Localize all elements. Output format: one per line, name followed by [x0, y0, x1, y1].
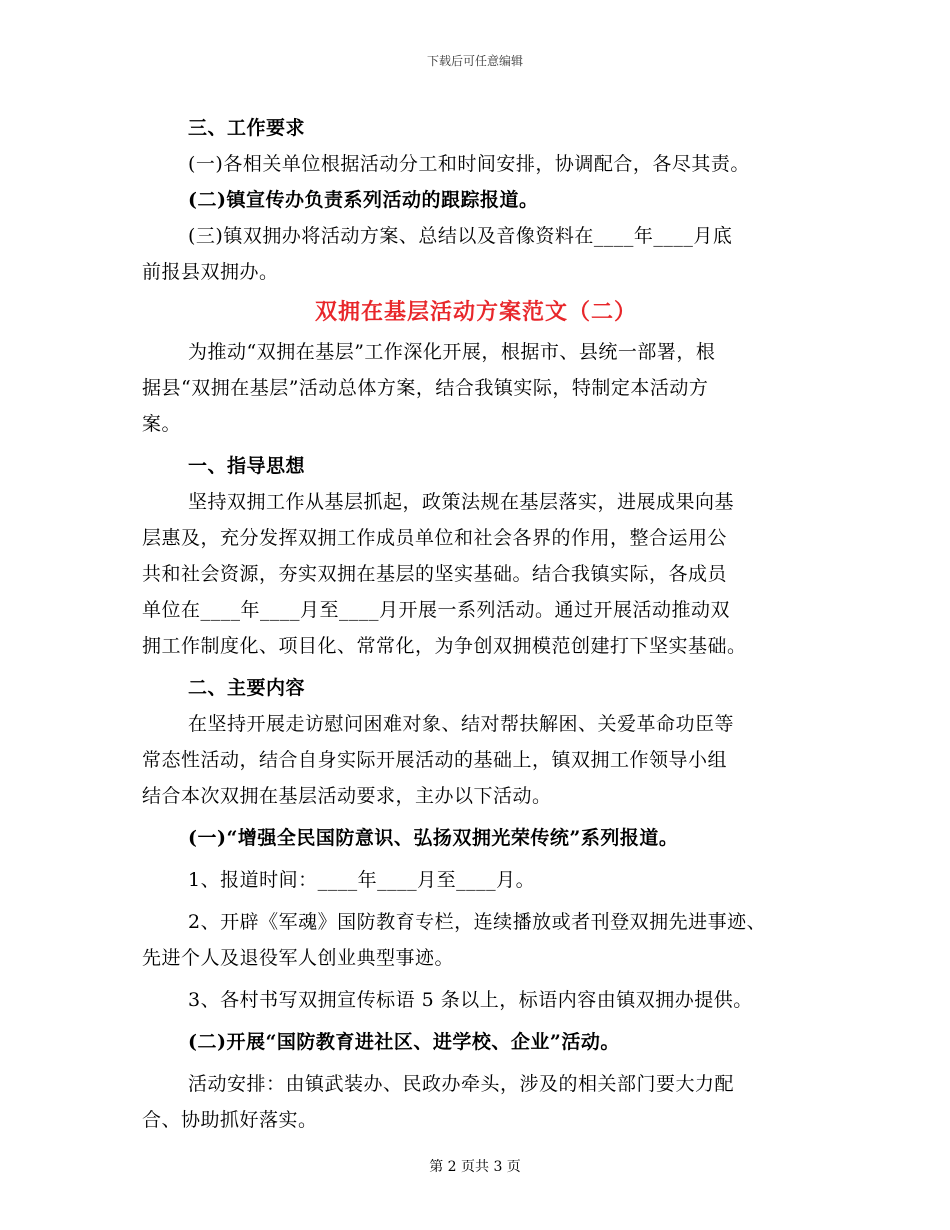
paragraph-line: 结合本次双拥在基层活动要求，主办以下活动。: [142, 785, 552, 807]
section-heading-main-content: 二、主要内容: [188, 677, 306, 699]
paragraph-line: 常态性活动，结合自身实际开展活动的基础上，镇双拥工作领导小组: [142, 749, 728, 771]
document-title: 双拥在基层活动方案范文（二）: [314, 299, 637, 325]
paragraph-line: 据县“双拥在基层”活动总体方案，结合我镇实际，特制定本活动方: [142, 377, 709, 399]
paragraph-line: 先进个人及退役军人创业典型事迹。: [142, 947, 455, 969]
paragraph-line: 为推动“双拥在基层”工作深化开展，根据市、县统一部署，根: [188, 341, 716, 363]
paragraph-line: 2、开辟《军魂》国防教育专栏，连续播放或者刊登双拥先进事迹、: [188, 911, 767, 933]
paragraph-line: 前报县双拥办。: [142, 261, 279, 283]
paragraph-line: 坚持双拥工作从基层抓起，政策法规在基层落实，进展成果向基: [188, 491, 735, 513]
paragraph-line: 合、协助抓好落实。: [142, 1109, 318, 1131]
bold-item-line: (一)“增强全民国防意识、弘扬双拥光荣传统”系列报道。: [188, 827, 679, 849]
paragraph-line: 活动安排：由镇武装办、民政办牵头，涉及的相关部门要大力配: [188, 1073, 735, 1095]
paragraph-line: 层惠及，充分发挥双拥工作成员单位和社会各界的作用，整合运用公: [142, 527, 728, 549]
section-heading-requirements: 三、工作要求: [188, 117, 306, 139]
paragraph-line: (一)各相关单位根据活动分工和时间安排，协调配合，各尽其责。: [188, 153, 750, 175]
paragraph-line: (三)镇双拥办将活动方案、总结以及音像资料在____年____月底: [188, 225, 733, 247]
bold-item-line: (二)镇宣传办负责系列活动的跟踪报道。: [188, 189, 539, 211]
paragraph-line: 1、报道时间：____年____月至____月。: [188, 869, 536, 891]
paragraph-line: 共和社会资源，夯实双拥在基层的坚实基础。结合我镇实际，各成员: [142, 563, 728, 585]
bold-item-line: (二)开展“国防教育进社区、进学校、企业”活动。: [188, 1031, 620, 1053]
paragraph-line: 拥工作制度化、项目化、常常化，为争创双拥模范创建打下坚实基础。: [142, 635, 747, 657]
paragraph-line: 单位在____年____月至____月开展一系列活动。通过开展活动推动双: [142, 599, 731, 621]
paragraph-line: 3、各村书写双拥宣传标语 5 条以上，标语内容由镇双拥办提供。: [188, 989, 753, 1011]
paragraph-line: 案。: [142, 413, 182, 435]
paragraph-line: 在坚持开展走访慰问困难对象、结对帮扶解困、关爱革命功臣等: [188, 713, 735, 735]
page-header: 下载后可任意编辑: [426, 54, 523, 68]
document-body: [142, 110, 810, 1138]
section-heading-guiding-thought: 一、指导思想: [188, 455, 306, 477]
page-footer: 第 2 页共 3 页: [429, 1159, 521, 1175]
